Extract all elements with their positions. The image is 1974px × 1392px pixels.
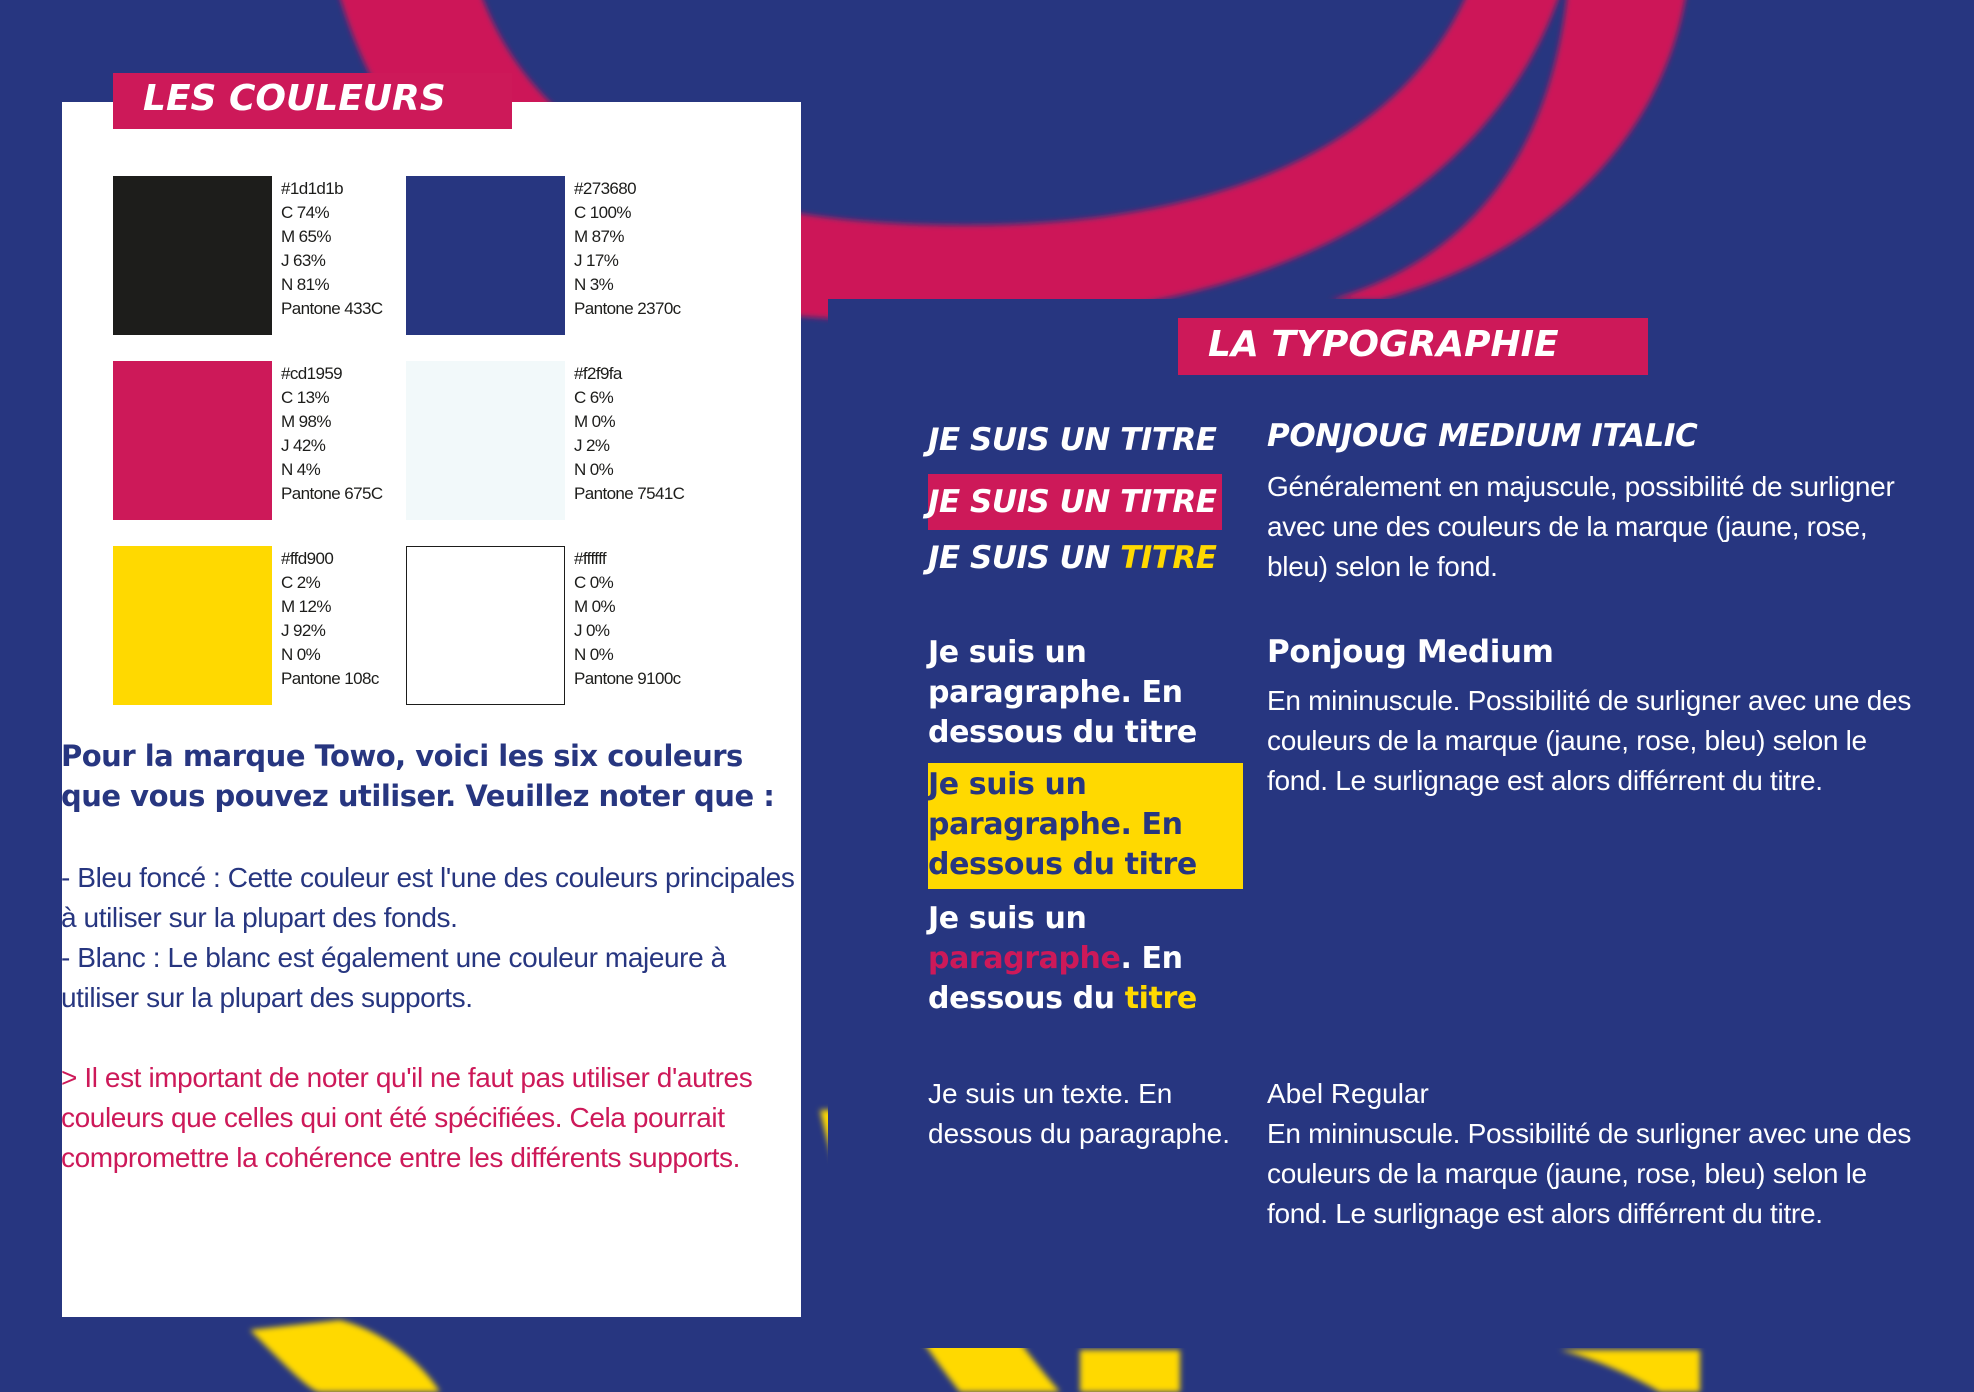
swatch-j: J 2% (574, 436, 610, 455)
swatch-m: M 65% (281, 227, 331, 246)
swatch-c: C 0% (574, 573, 614, 592)
color-swatch-info (281, 362, 383, 506)
color-swatch (406, 546, 565, 705)
swatch-hex: #ffffff (574, 549, 607, 568)
warning-note: > Il est important de noter qu'il ne faut pas utiliser d'autres couleurs que celles qui ont été spécifiées. Cela pourrait compromettre la cohérence entre les différents supports. (61, 1062, 753, 1173)
paragraph-example-mixed (928, 899, 1243, 1019)
color-swatch (113, 361, 272, 520)
swatch-m: M 0% (574, 597, 616, 616)
para-mixed-2: . En dessous du (928, 941, 1183, 1016)
color-swatch (113, 176, 272, 335)
swatch-c: C 2% (281, 573, 321, 592)
color-swatch (406, 176, 565, 335)
title-font-name: PONJOUG MEDIUM ITALIC (1267, 418, 1698, 454)
swatch-pantone: Pantone 108c (281, 669, 379, 688)
swatch-m: M 12% (281, 597, 331, 616)
swatch-pantone: Pantone 2370c (574, 299, 681, 318)
swatch-m: M 0% (574, 412, 616, 431)
swatch-c: C 13% (281, 388, 330, 407)
text-example: Je suis un texte. En dessous du paragraphe. (928, 1078, 1230, 1149)
color-swatch (406, 361, 565, 520)
paragraph-font-description: En mininuscule. Possibilité de surligner avec une des couleurs de la marque (jaune, rose, bleu) selon le fond. Le surlignage est alors différrent du titre. (1267, 685, 1912, 796)
swatch-c: C 6% (574, 388, 614, 407)
paragraph-font-name: Ponjoug Medium (1267, 634, 1554, 670)
swatch-n: N 0% (574, 645, 614, 664)
title-font-description: Généralement en majuscule, possibilité de surligner avec une des couleurs de la marque (jaune, rose, bleu) selon le fond. (1267, 471, 1895, 582)
swatch-j: J 17% (574, 251, 619, 270)
note-dark-blue: - Bleu foncé : Cette couleur est l'une des couleurs principales à utiliser sur la plupart des fonds. (61, 862, 795, 933)
swatch-n: N 3% (574, 275, 614, 294)
title-example-highlighted: JE SUIS UN TITRE (928, 474, 1222, 530)
paragraph-example-plain: Je suis un paragraphe. En dessous du titre (928, 635, 1197, 750)
swatch-c: C 74% (281, 203, 330, 222)
swatch-hex: #f2f9fa (574, 364, 622, 383)
title-mixed-prefix: JE SUIS UN (928, 540, 1121, 576)
paragraph-example-highlighted: Je suis un paragraphe. En dessous du titre (928, 763, 1243, 889)
color-swatch-info (574, 177, 681, 321)
title-mixed-accent: TITRE (1120, 540, 1217, 576)
title-example-mixed (928, 530, 1216, 586)
text-font-name: Abel Regular (1267, 1078, 1429, 1109)
color-swatch-info (574, 362, 684, 506)
swatch-j: J 92% (281, 621, 326, 640)
color-swatch-info (281, 177, 383, 321)
swatch-n: N 81% (281, 275, 330, 294)
swatch-hex: #ffd900 (281, 549, 334, 568)
swatch-n: N 0% (281, 645, 321, 664)
swatch-pantone: Pantone 9100c (574, 669, 681, 688)
swatch-j: J 63% (281, 251, 326, 270)
color-swatch-info (281, 547, 379, 691)
swatch-c: C 100% (574, 203, 631, 222)
swatch-hex: #cd1959 (281, 364, 343, 383)
swatch-j: J 42% (281, 436, 326, 455)
swatch-pantone: Pantone 7541C (574, 484, 685, 503)
text-font-description: En mininuscule. Possibilité de surligner avec une des couleurs de la marque (jaune, rose, bleu) selon le fond. Le surlignage est alors différrent du titre. (1267, 1118, 1912, 1229)
swatch-hex: #1d1d1b (281, 179, 343, 198)
typography-section-title: LA TYPOGRAPHIE (1178, 318, 1648, 375)
swatch-n: N 4% (281, 460, 321, 479)
color-swatch-info (574, 547, 681, 691)
colors-notes (61, 858, 801, 1018)
color-swatch (113, 546, 272, 705)
para-mixed-1: Je suis un (928, 901, 1087, 936)
para-mixed-pink: paragraphe (928, 941, 1121, 976)
swatch-pantone: Pantone 675C (281, 484, 383, 503)
swatch-j: J 0% (574, 621, 610, 640)
colors-intro: Pour la marque Towo, voici les six couleurs que vous pouvez utiliser. Veuillez noter que : (61, 739, 775, 813)
para-mixed-yellow: titre (1124, 981, 1197, 1016)
swatch-pantone: Pantone 433C (281, 299, 383, 318)
title-example-plain: JE SUIS UN TITRE (928, 422, 1217, 458)
colors-section-title: LES COULEURS (113, 73, 512, 129)
note-white: - Blanc : Le blanc est également une couleur majeure à utiliser sur la plupart des supports. (61, 942, 726, 1013)
swatch-n: N 0% (574, 460, 614, 479)
swatch-hex: #273680 (574, 179, 636, 198)
swatch-m: M 87% (574, 227, 624, 246)
swatch-m: M 98% (281, 412, 331, 431)
